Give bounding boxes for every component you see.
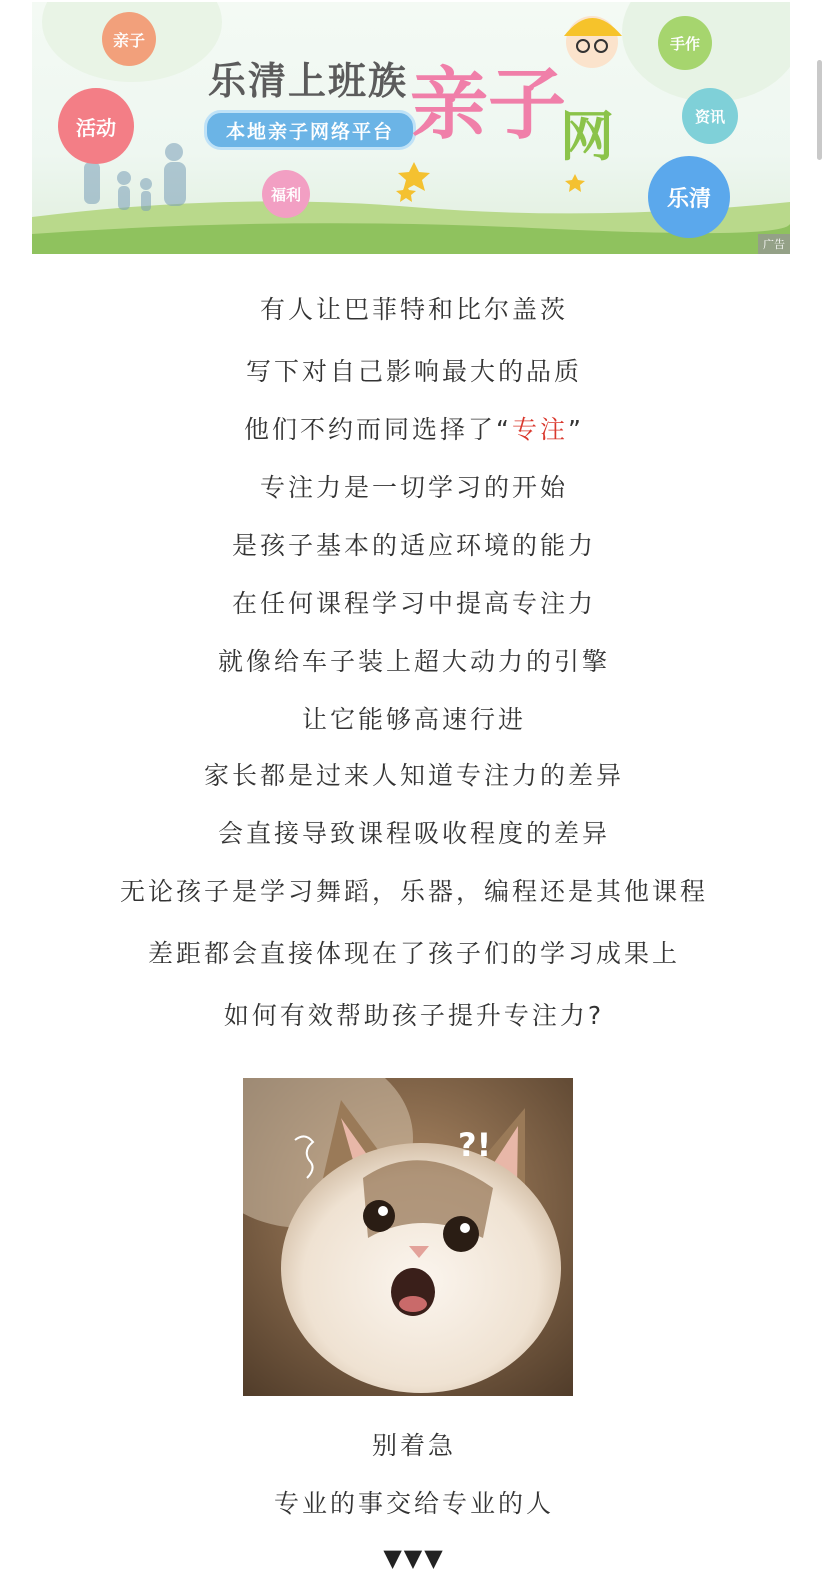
scrollbar[interactable] [817, 60, 822, 160]
brand-title: 亲子 [410, 60, 567, 150]
bubble-yueqing: 乐清 [648, 156, 730, 238]
article-line: 专注力是一切学习的开始 [259, 473, 568, 502]
brand-tagline: 本地亲子网络平台 [204, 110, 416, 150]
brand-name: 乐清上班族 [208, 59, 409, 103]
article-line: 写下对自己影响最大的品质 [245, 357, 582, 386]
article-line: 无论孩子是学习舞蹈，乐器，编程还是其他课程 [119, 877, 708, 906]
bubble-handcraft: 手作 [658, 16, 712, 70]
article-line: 差距都会直接体现在了孩子们的学习成果上 [147, 939, 680, 968]
down-arrows-icon: ▼▼▼ [383, 1544, 445, 1572]
bubble-activity: 活动 [58, 88, 134, 164]
article-line: 家长都是过来人知道专注力的差异 [203, 761, 624, 790]
bubble-parent-child: 亲子 [102, 12, 156, 66]
quote-close: ” [568, 415, 584, 444]
article-line: 就像给车子装上超大动力的引擎 [217, 647, 610, 676]
article-line: 如何有效帮助孩子提升专注力? [223, 1001, 605, 1030]
article-line: 会直接导致课程吸收程度的差异 [217, 819, 610, 848]
bubble-news: 资讯 [682, 88, 738, 144]
brand-net: 网 [560, 105, 614, 168]
surprised-cat-image [243, 1078, 573, 1396]
article-line-highlight [0, 410, 828, 446]
article-line: 有人让巴菲特和比尔盖茨 [259, 295, 568, 324]
bubble-welfare: 福利 [262, 170, 310, 218]
ad-label: 广告 [758, 234, 790, 254]
highlight-text: 专注 [511, 415, 568, 444]
ad-banner[interactable] [32, 2, 790, 254]
cat-illustration [243, 1078, 573, 1396]
article-line-text: 他们不约而同选择了“ [244, 415, 512, 444]
after-line: 专业的事交给专业的人 [273, 1489, 554, 1518]
article-line: 是孩子基本的适应环境的能力 [231, 531, 596, 560]
article-line: 让它能够高速行进 [301, 705, 526, 734]
article-line: 在任何课程学习中提高专注力 [231, 589, 596, 618]
cat-exclaim-mark: ?! [458, 1126, 492, 1164]
after-line: 别着急 [371, 1431, 456, 1460]
